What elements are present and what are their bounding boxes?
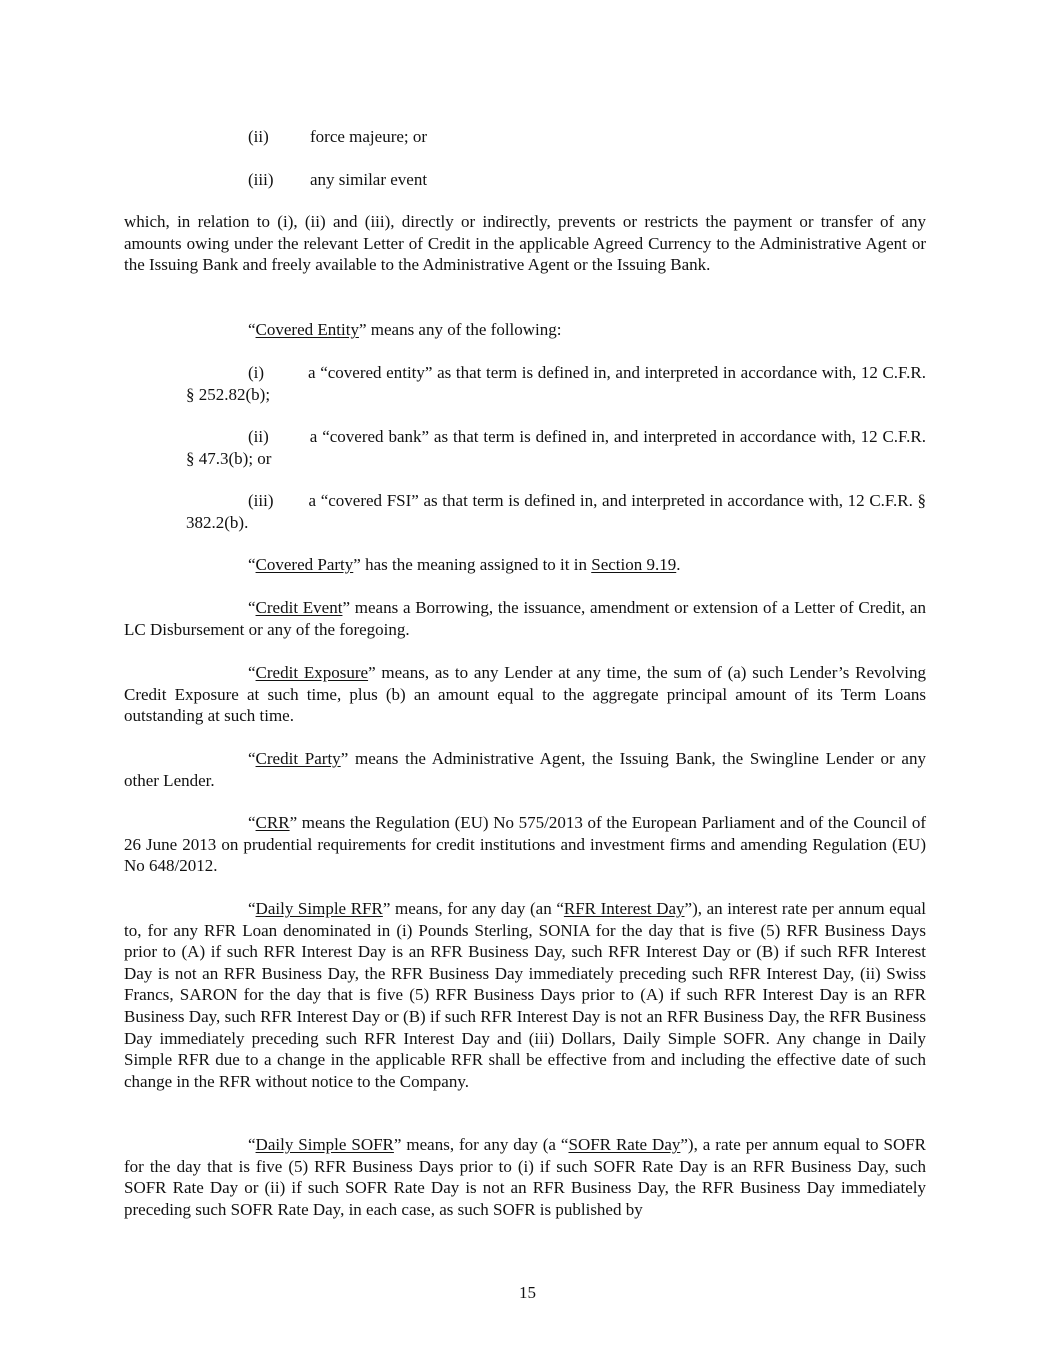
definition-text: ” means the Administrative Agent, the Issuing Bank, the Swingline Lender or any other Lender. xyxy=(124,749,926,790)
defined-term: SOFR Rate Day xyxy=(568,1135,681,1154)
open-quote: “ xyxy=(248,899,256,918)
open-quote: “ xyxy=(248,749,256,768)
defined-term: CRR xyxy=(255,813,290,832)
definition-credit-exposure xyxy=(124,662,926,727)
which-paragraph: which, in relation to (i), (ii) and (iii), directly or indirectly, prevents or restricts the payment or transfer of any amounts owing under the relevant Letter of Credit in the applicable Agreed Currency to the Administrative Agent or the Issuing Bank and freely available to the Administrative Agent or the Issuing Bank. xyxy=(124,212,926,275)
item-number: (ii) xyxy=(248,427,269,446)
covered-entity-item xyxy=(186,362,926,405)
list-item-number: (ii) xyxy=(248,127,269,146)
open-quote: “ xyxy=(248,555,256,574)
defined-term: Daily Simple RFR xyxy=(255,899,383,918)
definition-text: ” means, for any day (a “ xyxy=(393,1135,569,1154)
open-quote: “ xyxy=(248,1135,256,1154)
list-item-number: (iii) xyxy=(248,170,274,189)
item-text: a “covered bank” as that term is defined in, and interpreted in accordance with, 12 C.F.R. § 47.3(b); or xyxy=(186,427,926,468)
defined-term: RFR Interest Day xyxy=(563,899,685,918)
defined-term: Covered Party xyxy=(255,555,354,574)
item-number: (iii) xyxy=(248,491,274,510)
defined-term: Covered Entity xyxy=(255,320,359,339)
definition-credit-event xyxy=(124,597,926,640)
definition-text: ” means, for any day (an “ xyxy=(382,899,564,918)
definition-covered-party xyxy=(124,554,926,576)
definition-text: ” has the meaning assigned to it in xyxy=(353,555,592,574)
item-text: a “covered entity” as that term is defined in, and interpreted in accordance with, 12 C.F.R. § 252.82(b); xyxy=(186,363,926,404)
definition-text: ”), a rate per annum equal to SOFR for the day that is five (5) RFR Business Days prior to (i) if such SOFR Rate Day is an RFR Business Day, such SOFR Rate Day or (ii) if such SOFR Rate Day is not an RFR Business Day, the RFR Business Day immediately preceding such SOFR Rate Day, in each case, as such SOFR is published by xyxy=(124,1135,927,1219)
definition-text: ” means a Borrowing, the issuance, amendment or extension of a Letter of Credit, an LC Disbursement or any of the foregoing. xyxy=(124,598,926,639)
section-reference-link[interactable]: Section 9.19 xyxy=(591,555,677,574)
definition-daily-simple-sofr xyxy=(124,1134,926,1220)
definition-text: ” means any of the following: xyxy=(358,320,562,339)
open-quote: “ xyxy=(248,320,256,339)
item-number: (i) xyxy=(248,363,265,382)
defined-term: Daily Simple SOFR xyxy=(255,1135,394,1154)
definition-text: ” means the Regulation (EU) No 575/2013 of the European Parliament and of the Council of 26 June 2013 on prudential requirements for credit institutions and investment firms and amending Regulation (EU) No 648/2012. xyxy=(124,813,926,876)
definition-text: ”), an interest rate per annum equal to, for any RFR Loan denominated in (i) Pounds Sterling, SONIA for the day that is five (5) RFR Business Days prior to (A) if such RFR Interest Day is an RFR Business Day, such RFR Interest Day or (B) if such RFR Interest Day is not an RFR Business Day, the RFR Business Day immediately preceding such RFR Interest Day, (ii) Swiss Francs, SARON for the day that is five (5) RFR Business Days prior to (A) if such RFR Interest Day is an RFR Business Day, such RFR Interest Day or (B) if such RFR Interest Day is not an RFR Business Day, the RFR Business Day immediately preceding such RFR Interest Day and (iii) Dollars, Daily Simple SOFR. Any change in Daily Simple RFR due to a change in the applicable RFR shall be effective from and including the effective date of such change in the RFR without notice to the Company. xyxy=(124,899,927,1091)
open-quote: “ xyxy=(248,598,256,617)
open-quote: “ xyxy=(248,663,256,682)
open-quote: “ xyxy=(248,813,256,832)
item-text: a “covered FSI” as that term is defined in, and interpreted in accordance with, 12 C.F.R. § 382.2(b). xyxy=(186,491,926,532)
definition-daily-simple-rfr xyxy=(124,898,926,1092)
defined-term: Credit Event xyxy=(255,598,343,617)
list-item-text: force majeure; or xyxy=(310,127,428,146)
list-item-text: any similar event xyxy=(310,170,428,189)
definition-covered-entity xyxy=(124,319,926,341)
covered-entity-item xyxy=(186,490,926,533)
covered-entity-item xyxy=(186,426,926,469)
defined-term: Credit Exposure xyxy=(255,663,369,682)
page-number: 15 xyxy=(519,1283,536,1302)
definition-crr xyxy=(124,812,926,877)
definition-text: ” means, as to any Lender at any time, the sum of (a) such Lender’s Revolving Credit Exposure at such time, plus (b) an amount equal to the aggregate principal amount of its Term Loans outstanding at such time. xyxy=(124,663,926,726)
definition-credit-party xyxy=(124,748,926,791)
document-page xyxy=(124,0,926,1365)
period: . xyxy=(676,555,681,574)
defined-term: Credit Party xyxy=(255,749,341,768)
